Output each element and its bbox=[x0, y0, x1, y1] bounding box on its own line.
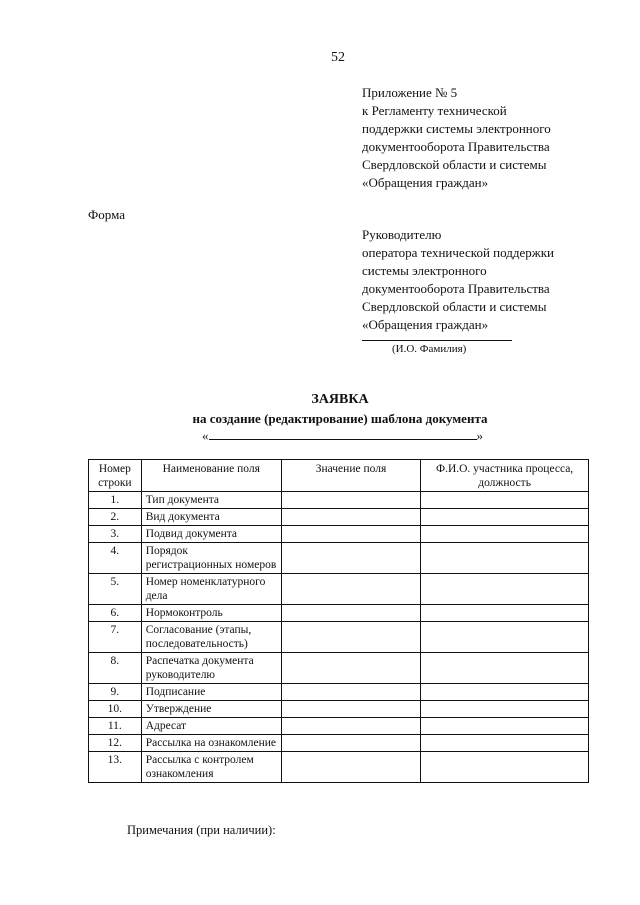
table-row bbox=[89, 653, 589, 684]
row-value-cell bbox=[281, 622, 420, 653]
page-number: 52 bbox=[331, 50, 345, 65]
row-value-cell bbox=[281, 605, 420, 622]
notes-label: Примечания (при наличии): bbox=[127, 823, 276, 837]
row-participant-cell bbox=[421, 509, 589, 526]
addressee-line: Свердловской области и системы bbox=[362, 299, 547, 314]
row-participant-cell bbox=[421, 574, 589, 605]
row-number: 4. bbox=[89, 543, 142, 574]
row-field-name: Подписание bbox=[141, 684, 281, 701]
header-row-number: Номер строки bbox=[89, 460, 142, 492]
row-field-name: Номер номенклатурного дела bbox=[141, 574, 281, 605]
row-number: 2. bbox=[89, 509, 142, 526]
row-field-name: Порядок регистрационных номеров bbox=[141, 543, 281, 574]
appendix-line: поддержки системы электронного bbox=[362, 121, 551, 136]
row-number: 8. bbox=[89, 653, 142, 684]
appendix-line: «Обращения граждан» bbox=[362, 175, 489, 190]
open-quote: « bbox=[202, 428, 209, 443]
template-name-blank bbox=[209, 428, 477, 440]
row-number: 7. bbox=[89, 622, 142, 653]
row-field-name: Вид документа bbox=[141, 509, 281, 526]
table-row bbox=[89, 509, 589, 526]
row-field-name: Нормоконтроль bbox=[141, 605, 281, 622]
row-participant-cell bbox=[421, 492, 589, 509]
header-field-value: Значение поля bbox=[281, 460, 420, 492]
addressee-line: Руководителю bbox=[362, 227, 442, 242]
row-number: 12. bbox=[89, 735, 142, 752]
addressee-line: оператора технической поддержки bbox=[362, 245, 554, 260]
close-quote: » bbox=[476, 428, 483, 443]
table-row bbox=[89, 543, 589, 574]
row-participant-cell bbox=[421, 622, 589, 653]
header-participant: Ф.И.О. участника процесса, должность bbox=[421, 460, 589, 492]
row-participant-cell bbox=[421, 735, 589, 752]
template-name-line bbox=[202, 428, 483, 444]
table-row bbox=[89, 526, 589, 543]
table-row bbox=[89, 622, 589, 653]
signature-caption: (И.О. Фамилия) bbox=[392, 343, 467, 355]
document-title: ЗАЯВКА bbox=[311, 392, 369, 407]
row-number: 10. bbox=[89, 701, 142, 718]
row-number: 13. bbox=[89, 752, 142, 783]
row-number: 6. bbox=[89, 605, 142, 622]
row-field-name: Рассылка на ознакомление bbox=[141, 735, 281, 752]
row-value-cell bbox=[281, 653, 420, 684]
row-field-name: Тип документа bbox=[141, 492, 281, 509]
row-value-cell bbox=[281, 701, 420, 718]
table-body bbox=[89, 492, 589, 783]
row-field-name: Утверждение bbox=[141, 701, 281, 718]
row-value-cell bbox=[281, 526, 420, 543]
row-participant-cell bbox=[421, 526, 589, 543]
table-row bbox=[89, 718, 589, 735]
header-field-name: Наименование поля bbox=[141, 460, 281, 492]
row-participant-cell bbox=[421, 684, 589, 701]
row-value-cell bbox=[281, 684, 420, 701]
row-field-name: Согласование (этапы, последовательность) bbox=[141, 622, 281, 653]
row-value-cell bbox=[281, 735, 420, 752]
table-row bbox=[89, 574, 589, 605]
row-value-cell bbox=[281, 492, 420, 509]
row-number: 9. bbox=[89, 684, 142, 701]
request-table bbox=[88, 459, 589, 783]
appendix-line: Свердловской области и системы bbox=[362, 157, 547, 172]
row-number: 3. bbox=[89, 526, 142, 543]
row-participant-cell bbox=[421, 605, 589, 622]
addressee-line: системы электронного bbox=[362, 263, 487, 278]
row-value-cell bbox=[281, 543, 420, 574]
row-field-name: Распечатка документа руководителю bbox=[141, 653, 281, 684]
table-row bbox=[89, 492, 589, 509]
table-row bbox=[89, 735, 589, 752]
row-participant-cell bbox=[421, 653, 589, 684]
appendix-block bbox=[362, 84, 551, 192]
row-field-name: Адресат bbox=[141, 718, 281, 735]
row-value-cell bbox=[281, 509, 420, 526]
form-label: Форма bbox=[88, 207, 125, 222]
row-participant-cell bbox=[421, 718, 589, 735]
row-field-name: Рассылка с контролем ознакомления bbox=[141, 752, 281, 783]
addressee-block bbox=[362, 226, 554, 334]
document-subtitle: на создание (редактирование) шаблона документа bbox=[192, 411, 488, 426]
appendix-line: Приложение № 5 bbox=[362, 85, 458, 100]
table-row bbox=[89, 605, 589, 622]
row-participant-cell bbox=[421, 543, 589, 574]
row-value-cell bbox=[281, 752, 420, 783]
row-participant-cell bbox=[421, 701, 589, 718]
addressee-line: документооборота Правительства bbox=[362, 281, 550, 296]
appendix-line: документооборота Правительства bbox=[362, 139, 550, 154]
row-value-cell bbox=[281, 718, 420, 735]
row-participant-cell bbox=[421, 752, 589, 783]
appendix-line: к Регламенту технической bbox=[362, 103, 507, 118]
table-row bbox=[89, 701, 589, 718]
table-row bbox=[89, 752, 589, 783]
row-number: 5. bbox=[89, 574, 142, 605]
row-number: 1. bbox=[89, 492, 142, 509]
table-row bbox=[89, 684, 589, 701]
row-field-name: Подвид документа bbox=[141, 526, 281, 543]
addressee-line: «Обращения граждан» bbox=[362, 317, 489, 332]
signature-line bbox=[362, 340, 512, 341]
row-value-cell bbox=[281, 574, 420, 605]
row-number: 11. bbox=[89, 718, 142, 735]
table-header-row bbox=[89, 460, 589, 492]
